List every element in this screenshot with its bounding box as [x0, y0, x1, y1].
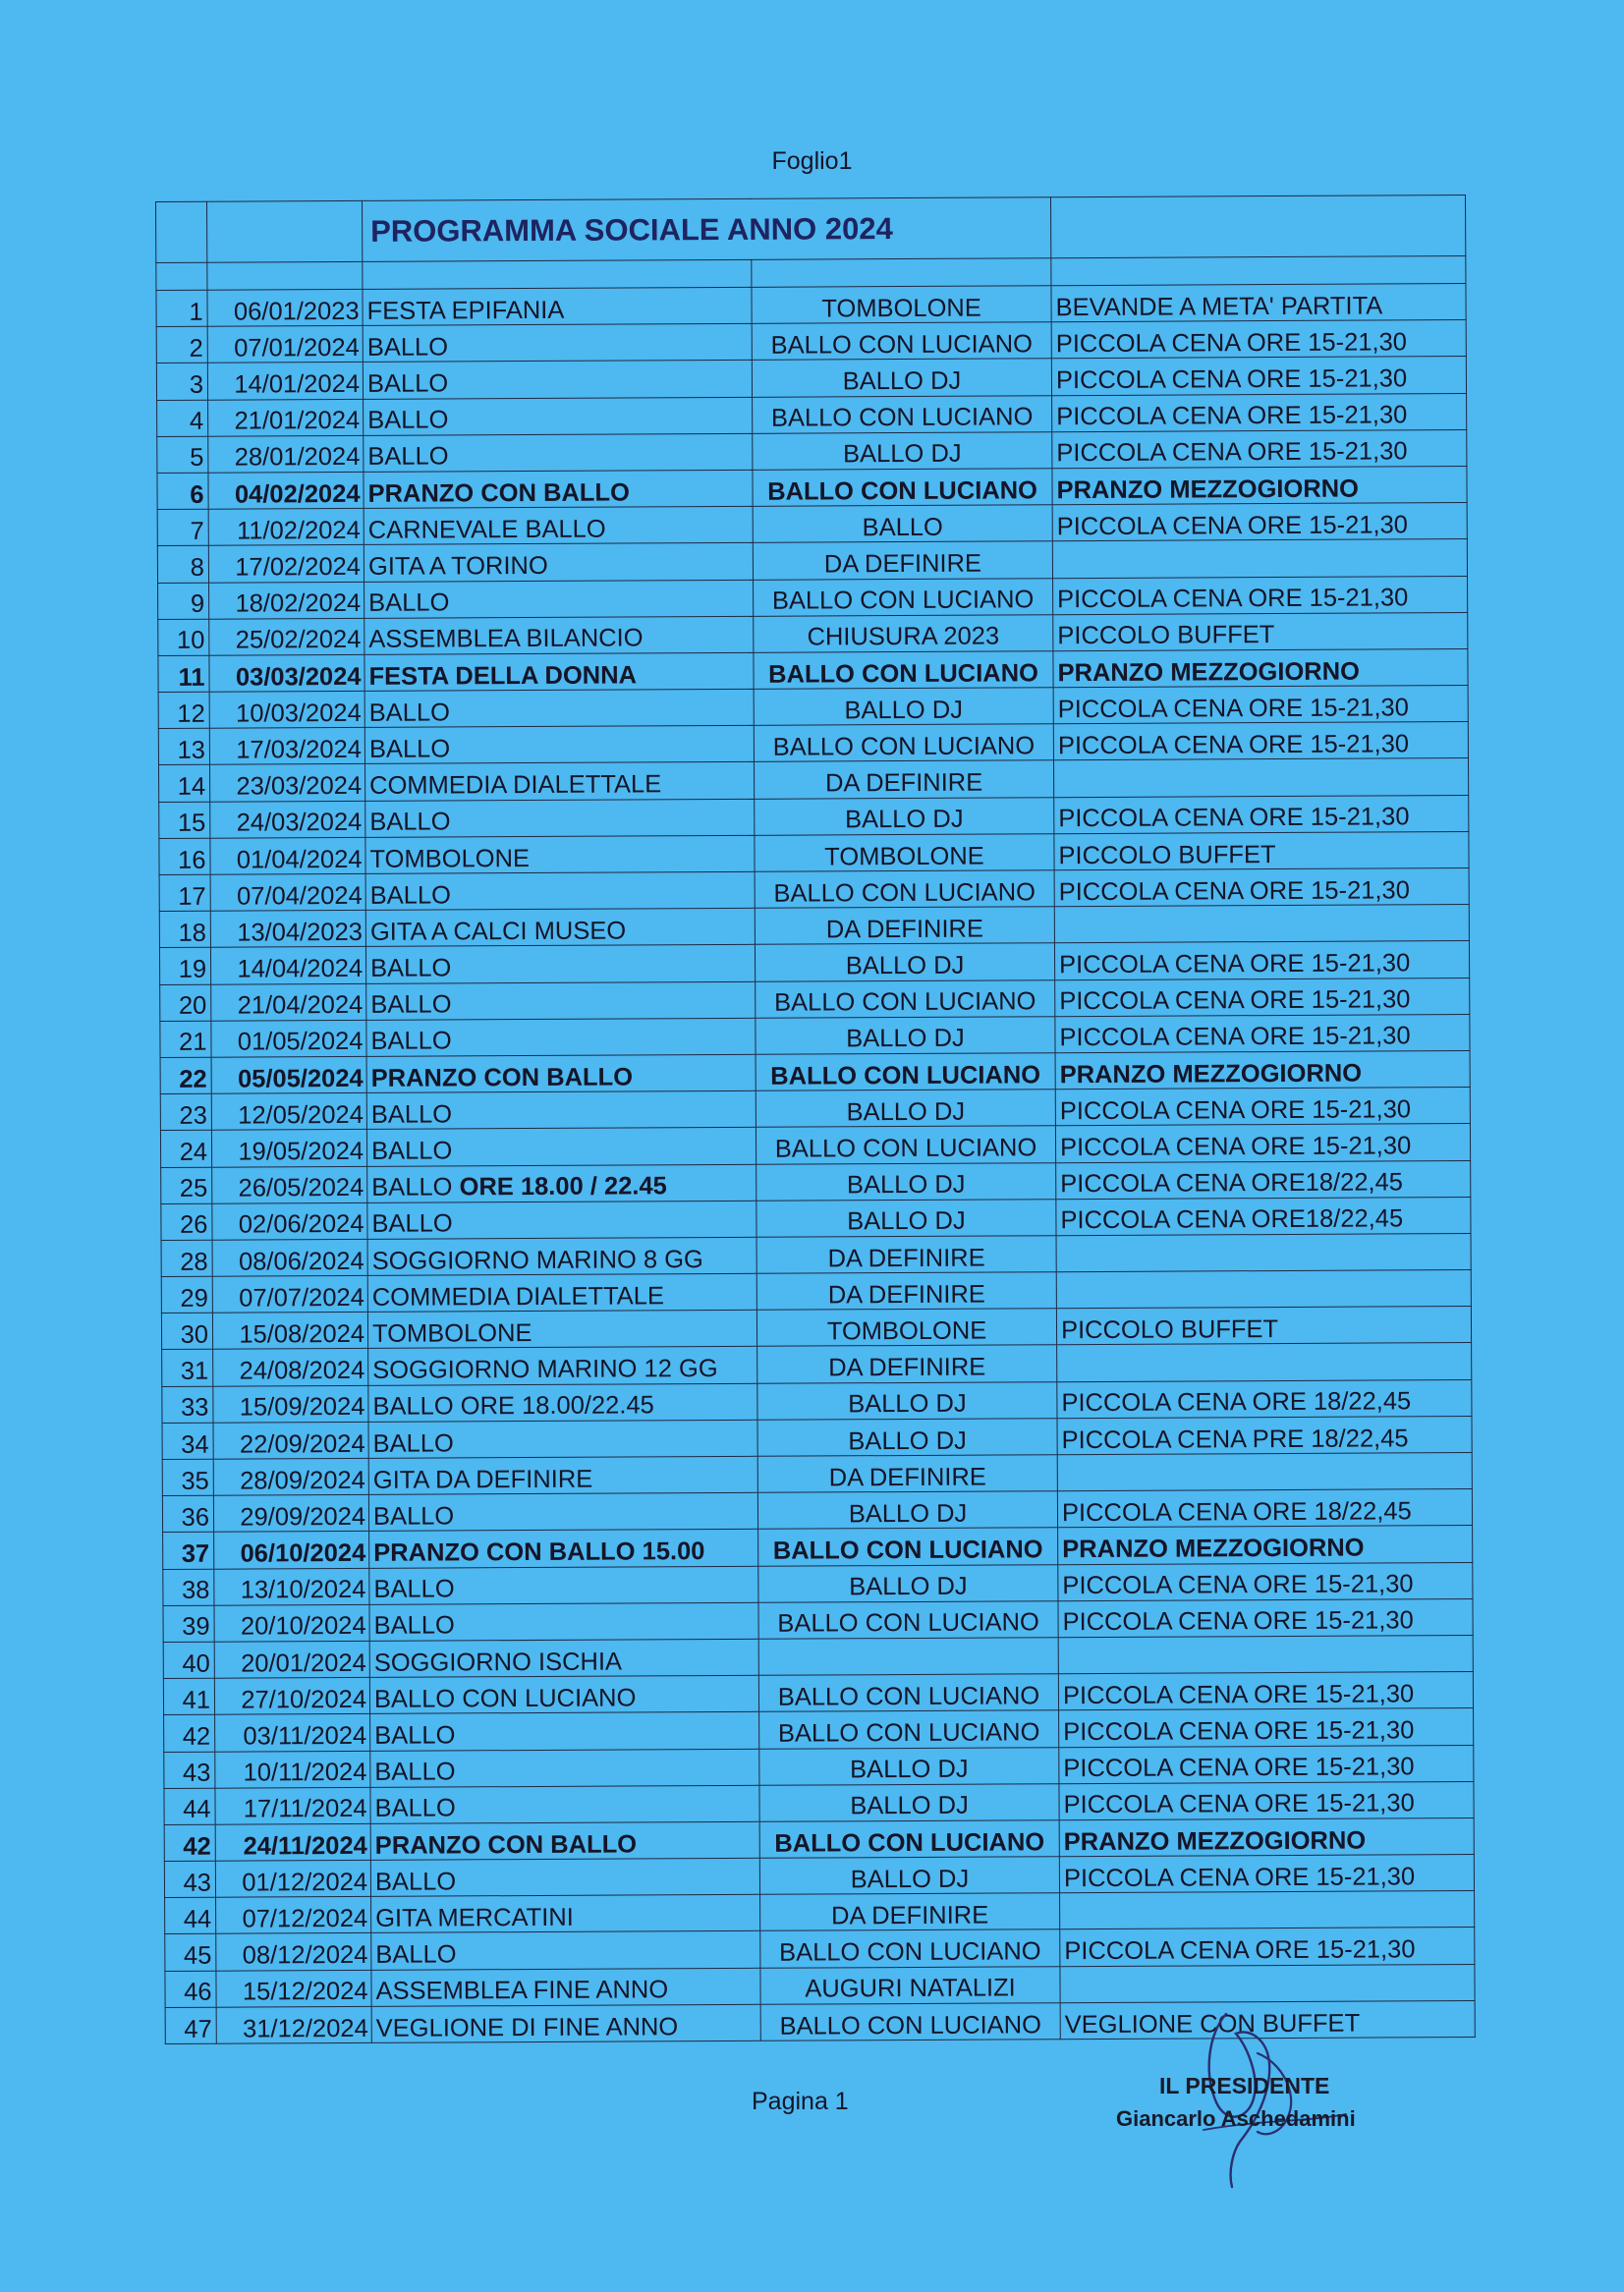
detail-cell: BALLO CON LUCIANO: [753, 395, 1052, 433]
event-cell: BALLO: [364, 726, 754, 764]
note-cell: [1056, 1270, 1471, 1309]
detail-cell: BALLO DJ: [757, 1419, 1057, 1457]
date-cell: 10/03/2024: [209, 691, 364, 728]
date-cell: 04/02/2024: [208, 472, 364, 509]
row-number-cell: 2: [156, 326, 207, 363]
row-number-cell: 44: [164, 1788, 215, 1824]
row-number-cell: 6: [157, 473, 208, 509]
event-cell: PRANZO CON BALLO 15.00: [369, 1530, 758, 1568]
note-cell: PICCOLA CENA ORE18/22,45: [1056, 1197, 1471, 1235]
note-cell: [1058, 1635, 1473, 1673]
event-cell: BALLO: [368, 1492, 757, 1531]
note-cell: [1057, 1453, 1472, 1491]
note-cell: PRANZO MEZZOGIORNO: [1055, 1050, 1470, 1089]
event-cell: BALLO: [370, 1785, 759, 1823]
row-number-cell: 14: [159, 765, 210, 802]
note-cell: PICCOLA CENA ORE 15-21,30: [1052, 429, 1467, 468]
event-cell: VEGLIONE DI FINE ANNO: [371, 2004, 760, 2042]
row-number-cell: 41: [163, 1678, 214, 1714]
date-cell: 03/11/2024: [215, 1714, 370, 1752]
row-number-cell: 25: [161, 1167, 212, 1203]
row-number-cell: 22: [160, 1057, 211, 1093]
date-cell: 07/07/2024: [212, 1275, 367, 1313]
note-cell: PICCOLA CENA ORE 15-21,30: [1054, 941, 1469, 979]
event-cell: GITA A TORINO: [364, 543, 753, 582]
event-cell: BALLO: [366, 1018, 756, 1056]
detail-cell: BALLO DJ: [759, 1857, 1059, 1895]
detail-cell: BALLO DJ: [755, 797, 1054, 835]
row-number-cell: 33: [162, 1386, 213, 1423]
note-cell: PICCOLA CENA ORE 15-21,30: [1055, 1088, 1470, 1126]
date-cell: 24/11/2024: [215, 1823, 370, 1861]
event-cell: BALLO: [365, 871, 755, 910]
detail-cell: BALLO CON LUCIANO: [758, 1600, 1058, 1639]
detail-cell: DA DEFINIRE: [756, 1272, 1056, 1311]
row-number-cell: 31: [162, 1350, 213, 1386]
detail-cell: BALLO CON LUCIANO: [760, 2003, 1060, 2041]
date-cell: 06/01/2023: [207, 289, 363, 326]
row-number-cell: 12: [158, 692, 209, 728]
title-row: [156, 196, 1466, 263]
note-cell: PICCOLA CENA ORE 15-21,30: [1058, 1672, 1473, 1710]
detail-cell: BALLO DJ: [759, 1747, 1059, 1785]
row-number-cell: 40: [163, 1642, 214, 1678]
date-cell: 26/05/2024: [212, 1166, 367, 1203]
note-cell: PICCOLO BUFFET: [1053, 612, 1468, 650]
date-cell: 15/12/2024: [216, 1970, 371, 2007]
note-cell: PRANZO MEZZOGIORNO: [1052, 466, 1467, 504]
event-cell: BALLO: [366, 1128, 756, 1166]
event-cell: PRANZO CON BALLO: [370, 1821, 759, 1860]
row-number-cell: 43: [164, 1752, 215, 1788]
note-cell: PICCOLA CENA ORE 15-21,30: [1060, 1928, 1475, 1966]
detail-cell: BALLO CON LUCIANO: [759, 1710, 1059, 1749]
date-cell: 01/05/2024: [211, 1020, 366, 1057]
detail-cell: DA DEFINIRE: [756, 1236, 1056, 1274]
date-cell: 07/04/2024: [210, 873, 365, 911]
detail-cell: CHIUSURA 2023: [754, 614, 1053, 652]
date-cell: 02/06/2024: [212, 1202, 367, 1240]
date-cell: 17/02/2024: [208, 545, 364, 583]
row-number-cell: 47: [165, 2007, 216, 2043]
detail-cell: BALLO DJ: [753, 431, 1052, 470]
note-cell: [1056, 1233, 1471, 1271]
detail-cell: TOMBOLONE: [752, 286, 1051, 324]
date-cell: 01/12/2024: [215, 1860, 370, 1897]
date-cell: 19/05/2024: [211, 1130, 366, 1167]
date-cell: 15/08/2024: [212, 1313, 367, 1350]
row-number-cell: 35: [162, 1459, 213, 1495]
date-cell: 01/04/2024: [210, 837, 365, 874]
detail-cell: BALLO CON LUCIANO: [756, 979, 1055, 1018]
date-cell: 25/02/2024: [209, 618, 364, 655]
event-cell: TOMBOLONE: [365, 835, 755, 873]
event-cell: BALLO: [370, 1749, 759, 1787]
note-cell: PICCOLA CENA ORE 15-21,30: [1055, 1014, 1470, 1052]
event-cell: BALLO: [363, 361, 752, 399]
event-cell: BALLO: [369, 1566, 758, 1604]
detail-cell: BALLO CON LUCIANO: [752, 322, 1051, 361]
detail-cell: [758, 1638, 1058, 1676]
row-number-cell: 21: [160, 1021, 211, 1057]
date-cell: 13/04/2023: [210, 911, 365, 948]
row-number-cell: 10: [158, 619, 209, 655]
row-number-cell: 36: [162, 1495, 213, 1532]
date-cell: 14/01/2024: [207, 363, 363, 400]
date-cell: 24/08/2024: [213, 1349, 368, 1386]
detail-cell: DA DEFINIRE: [757, 1455, 1057, 1493]
note-cell: PICCOLA CENA ORE 15-21,30: [1059, 1855, 1474, 1893]
detail-cell: BALLO CON LUCIANO: [754, 578, 1053, 616]
detail-cell: BALLO CON LUCIANO: [756, 1126, 1055, 1164]
detail-cell: BALLO DJ: [756, 1162, 1056, 1201]
row-number-cell: 37: [163, 1533, 214, 1569]
row-number-cell: 39: [163, 1605, 214, 1642]
date-cell: 08/12/2024: [216, 1933, 371, 1971]
detail-cell: BALLO CON LUCIANO: [754, 651, 1053, 690]
program-title: PROGRAMMA SOCIALE ANNO 2024: [362, 197, 1050, 262]
detail-cell: BALLO DJ: [756, 1090, 1055, 1128]
handwritten-signature: [1110, 2004, 1405, 2201]
note-cell: PICCOLA CENA ORE 15-21,30: [1053, 722, 1468, 760]
date-cell: 28/09/2024: [213, 1458, 368, 1495]
event-cell: SOGGIORNO ISCHIA: [369, 1639, 758, 1677]
date-cell: 21/04/2024: [211, 983, 366, 1021]
detail-cell: DA DEFINIRE: [755, 907, 1054, 945]
date-cell: 29/09/2024: [213, 1495, 368, 1533]
event-cell: COMMEDIA DIALETTALE: [365, 762, 755, 801]
note-cell: PICCOLA CENA ORE 15-21,30: [1054, 795, 1469, 833]
event-cell: FESTA EPIFANIA: [363, 287, 752, 325]
date-cell: 11/02/2024: [208, 509, 364, 546]
date-cell: 07/12/2024: [216, 1897, 371, 1934]
detail-cell: BALLO DJ: [758, 1564, 1058, 1602]
detail-cell: BALLO CON LUCIANO: [756, 1053, 1055, 1091]
event-cell: FESTA DELLA DONNA: [364, 652, 754, 691]
detail-cell: BALLO DJ: [756, 1016, 1055, 1054]
detail-cell: AUGURI NATALIZI: [760, 1966, 1060, 2004]
date-cell: 15/09/2024: [213, 1385, 368, 1423]
note-cell: [1052, 539, 1467, 578]
row-number-cell: 11: [158, 655, 209, 692]
note-cell: PICCOLA CENA PRE 18/22,45: [1057, 1416, 1472, 1454]
date-cell: 20/01/2024: [214, 1641, 369, 1678]
row-number-cell: 42: [164, 1715, 215, 1752]
note-cell: PICCOLA CENA ORE 15-21,30: [1052, 393, 1467, 431]
row-number-cell: 1: [156, 290, 207, 326]
detail-cell: DA DEFINIRE: [757, 1345, 1057, 1383]
detail-cell: BALLO DJ: [757, 1381, 1057, 1420]
event-cell: BALLO ORE 18.00 / 22.45: [367, 1164, 756, 1202]
note-cell: PICCOLA CENA ORE 15-21,30: [1058, 1598, 1473, 1637]
row-number-cell: 34: [162, 1423, 213, 1459]
row-number-cell: 20: [160, 984, 211, 1021]
date-cell: 08/06/2024: [212, 1239, 367, 1276]
detail-cell: BALLO CON LUCIANO: [759, 1820, 1059, 1859]
date-cell: 22/09/2024: [213, 1422, 368, 1459]
detail-cell: DA DEFINIRE: [760, 1893, 1060, 1931]
event-cell: BALLO ORE 18.00/22.45: [368, 1383, 757, 1422]
date-cell: 05/05/2024: [211, 1056, 366, 1093]
row-number-cell: 28: [161, 1240, 212, 1276]
row-number-cell: 23: [160, 1093, 211, 1130]
note-cell: PICCOLA CENA ORE18/22,45: [1056, 1160, 1471, 1199]
note-cell: PICCOLA CENA ORE 18/22,45: [1057, 1489, 1472, 1528]
note-cell: VEGLIONE CON BUFFET: [1060, 2000, 1475, 2039]
detail-cell: BALLO DJ: [752, 359, 1051, 397]
signature-block: [1110, 2004, 1405, 2201]
note-cell: PICCOLO BUFFET: [1054, 831, 1469, 869]
row-number-cell: 8: [157, 546, 208, 583]
note-cell: PICCOLA CENA ORE 15-21,30: [1059, 1708, 1474, 1747]
detail-cell: BALLO CON LUCIANO: [753, 469, 1052, 507]
page-footer: Pagina 1: [752, 2088, 849, 2115]
detail-cell: BALLO DJ: [756, 1199, 1056, 1237]
note-cell: [1060, 1964, 1475, 2002]
sheet-name: Foglio1: [771, 147, 853, 175]
event-cell: GITA A CALCI MUSEO: [365, 909, 755, 947]
note-cell: [1053, 758, 1468, 797]
note-cell: PICCOLA CENA ORE 15-21,30: [1054, 868, 1469, 907]
event-cell: BALLO: [364, 689, 754, 727]
event-cell: BALLO: [370, 1712, 759, 1751]
date-cell: 23/03/2024: [210, 764, 365, 802]
event-cell: BALLO: [363, 324, 752, 363]
note-cell: PICCOLA CENA ORE 15-21,30: [1052, 503, 1467, 541]
detail-cell: DA DEFINIRE: [754, 760, 1053, 799]
row-number-cell: 3: [156, 363, 207, 400]
signature-role: IL PRESIDENTE: [1159, 2073, 1330, 2098]
date-cell: 28/01/2024: [208, 435, 364, 473]
date-cell: 18/02/2024: [209, 582, 364, 619]
date-cell: 14/04/2024: [210, 947, 365, 984]
date-cell: 17/03/2024: [209, 728, 364, 765]
event-cell: BALLO: [365, 799, 755, 837]
detail-cell: BALLO: [753, 505, 1052, 543]
row-number-cell: 13: [158, 728, 209, 764]
note-cell: PRANZO MEZZOGIORNO: [1059, 1817, 1474, 1856]
event-time-note: ORE 18.00 / 22.45: [452, 1172, 667, 1202]
event-cell: BALLO: [368, 1420, 757, 1458]
date-cell: 20/10/2024: [214, 1604, 369, 1642]
detail-cell: BALLO DJ: [759, 1783, 1059, 1821]
row-number-cell: 18: [159, 911, 210, 947]
note-cell: PICCOLA CENA ORE 15-21,30: [1055, 1124, 1470, 1162]
event-cell: BALLO CON LUCIANO: [369, 1675, 758, 1713]
date-cell: 12/05/2024: [211, 1093, 366, 1131]
row-number-cell: 15: [159, 802, 210, 838]
detail-cell: BALLO DJ: [755, 943, 1054, 981]
event-cell: BALLO: [364, 397, 753, 435]
note-cell: BEVANDE A META' PARTITA: [1051, 284, 1466, 322]
date-cell: 07/01/2024: [207, 326, 363, 363]
program-table-body: [156, 196, 1476, 2044]
row-number-cell: 42: [164, 1824, 215, 1861]
note-cell: PICCOLA CENA ORE 15-21,30: [1059, 1781, 1474, 1819]
date-cell: 17/11/2024: [215, 1787, 370, 1824]
event-cell: SOGGIORNO MARINO 8 GG: [367, 1237, 756, 1275]
detail-cell: TOMBOLONE: [755, 834, 1054, 872]
note-cell: [1054, 905, 1469, 943]
date-cell: 10/11/2024: [215, 1751, 370, 1788]
note-cell: PRANZO MEZZOGIORNO: [1058, 1526, 1473, 1564]
event-cell: BALLO: [370, 1858, 759, 1896]
row-number-cell: 9: [158, 583, 209, 619]
date-cell: 27/10/2024: [214, 1678, 369, 1715]
event-cell: BALLO: [371, 1931, 760, 1970]
event-cell: SOGGIORNO MARINO 12 GG: [368, 1347, 757, 1385]
note-cell: PRANZO MEZZOGIORNO: [1053, 648, 1468, 687]
note-cell: PICCOLA CENA ORE 15-21,30: [1055, 978, 1470, 1016]
detail-cell: BALLO CON LUCIANO: [760, 1929, 1060, 1968]
row-number-cell: 16: [159, 838, 210, 874]
date-cell: 24/03/2024: [210, 801, 365, 838]
event-cell: BALLO: [364, 433, 753, 472]
note-cell: PICCOLO BUFFET: [1056, 1307, 1471, 1345]
event-cell: BALLO: [365, 945, 755, 983]
date-cell: 03/03/2024: [209, 654, 364, 692]
note-cell: PICCOLA CENA ORE 18/22,45: [1057, 1379, 1472, 1418]
event-cell: PRANZO CON BALLO: [366, 1054, 756, 1092]
event-cell: TOMBOLONE: [367, 1311, 756, 1349]
event-cell: BALLO: [369, 1602, 758, 1641]
note-cell: [1057, 1343, 1472, 1381]
event-cell: CARNEVALE BALLO: [364, 506, 753, 544]
row-number-cell: 17: [159, 874, 210, 911]
event-cell: ASSEMBLEA BILANCIO: [364, 616, 754, 654]
signature-name: Giancarlo Aschedamini: [1116, 2106, 1356, 2131]
row-number-cell: 7: [157, 509, 208, 545]
row-number-cell: 43: [164, 1861, 215, 1897]
row-number-cell: 4: [157, 400, 208, 436]
event-cell: PRANZO CON BALLO: [364, 470, 753, 508]
row-number-cell: 29: [161, 1276, 212, 1313]
note-cell: PICCOLA CENA ORE 15-21,30: [1053, 686, 1468, 724]
row-number-cell: 26: [161, 1203, 212, 1240]
detail-cell: TOMBOLONE: [756, 1309, 1056, 1347]
detail-cell: BALLO DJ: [757, 1491, 1057, 1530]
event-cell: GITA MERCATINI: [371, 1895, 760, 1933]
program-table: [155, 195, 1476, 2044]
detail-cell: BALLO CON LUCIANO: [758, 1528, 1058, 1566]
event-cell: BALLO: [366, 1090, 756, 1129]
row-number-cell: 45: [165, 1934, 216, 1971]
note-cell: PICCOLA CENA ORE 15-21,30: [1053, 576, 1468, 614]
row-number-cell: 19: [159, 948, 210, 984]
event-cell: BALLO: [366, 981, 756, 1020]
event-cell: GITA DA DEFINIRE: [368, 1456, 757, 1494]
note-cell: PICCOLA CENA ORE 15-21,30: [1059, 1745, 1474, 1783]
row-number-cell: 5: [157, 436, 208, 473]
date-cell: 06/10/2024: [214, 1532, 369, 1569]
event-cell: COMMEDIA DIALETTALE: [367, 1273, 756, 1312]
row-number-cell: 46: [165, 1971, 216, 2007]
event-cell: BALLO: [364, 580, 754, 618]
detail-cell: BALLO DJ: [754, 688, 1053, 726]
row-number-cell: 38: [163, 1569, 214, 1605]
date-cell: 13/10/2024: [214, 1568, 369, 1605]
row-number-cell: 24: [160, 1131, 211, 1167]
row-number-cell: 44: [165, 1897, 216, 1933]
note-cell: PICCOLA CENA ORE 15-21,30: [1058, 1562, 1473, 1600]
event-cell: BALLO: [367, 1201, 756, 1239]
detail-cell: DA DEFINIRE: [753, 541, 1052, 580]
row-number-cell: 30: [161, 1313, 212, 1349]
note-cell: PICCOLA CENA ORE 15-21,30: [1051, 320, 1466, 359]
note-cell: PICCOLA CENA ORE 15-21,30: [1051, 357, 1466, 395]
detail-cell: BALLO CON LUCIANO: [758, 1674, 1058, 1712]
event-cell: ASSEMBLEA FINE ANNO: [371, 1968, 760, 2006]
detail-cell: BALLO CON LUCIANO: [755, 870, 1054, 909]
detail-cell: BALLO CON LUCIANO: [754, 724, 1053, 762]
note-cell: [1060, 1891, 1475, 1929]
date-cell: 21/01/2024: [208, 399, 364, 436]
date-cell: 31/12/2024: [216, 2006, 371, 2043]
